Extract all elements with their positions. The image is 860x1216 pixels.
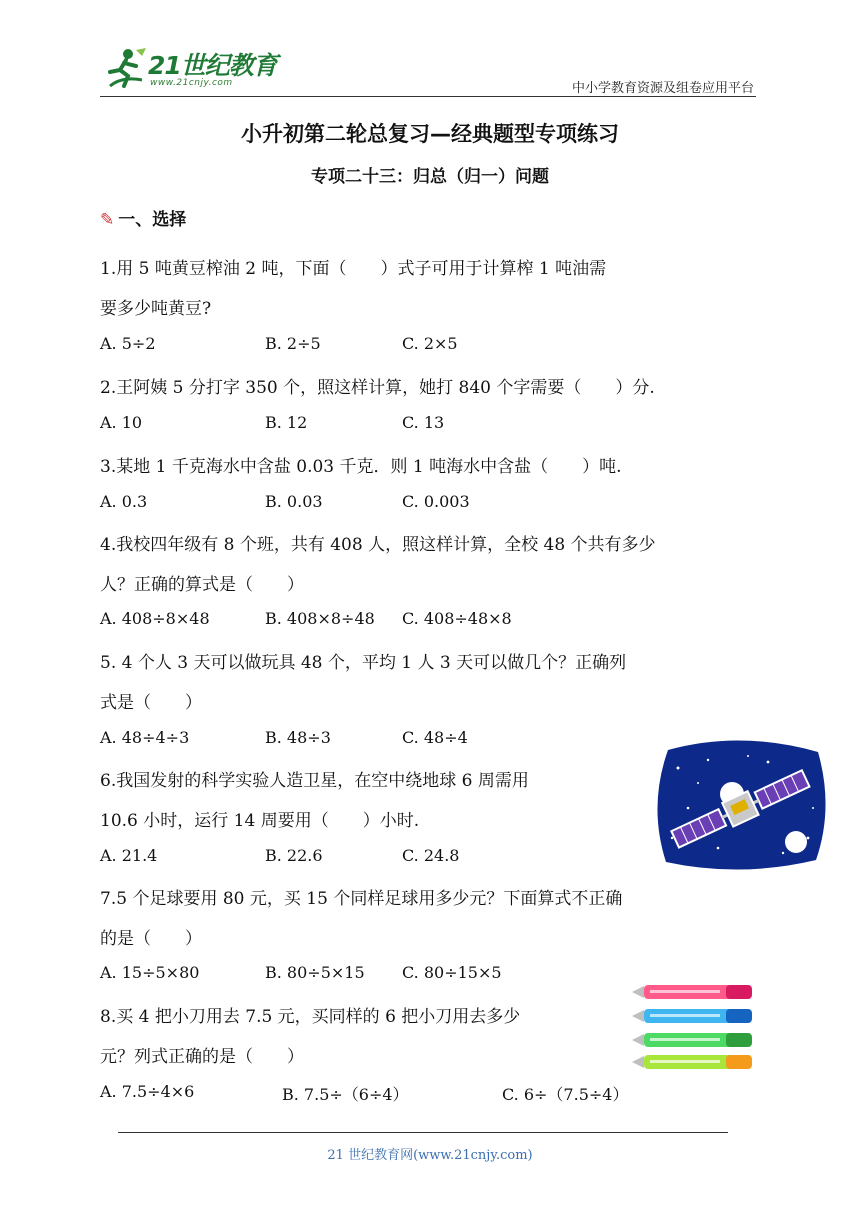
question-1-option-a: A. 5÷2 [100,334,156,353]
question-4-option-a: A. 408÷8×48 [100,609,210,628]
document-title: 小升初第二轮总复习—经典题型专项练习 [241,122,619,146]
question-3-option-b: B. 0.03 [265,492,323,511]
question-8-line-1: 8.买 4 把小刀用去 7.5 元，买同样的 6 把小刀用去多少 [100,1007,521,1027]
logo [102,44,292,94]
question-4-line-2: 人？正确的算式是（ ） [100,575,304,595]
question-1-option-c: C. 2×5 [402,334,458,353]
platform-tagline: 中小学教育资源及组卷应用平台 [571,81,754,96]
question-7-line-2: 的是（ ） [100,929,202,949]
question-6-line-2: 10.6 小时，运行 14 周要用（ ）小时. [100,811,420,831]
question-3-option-a: A. 0.3 [100,492,148,511]
document-subtitle: 专项二十三：归总（归一）问题 [311,167,549,187]
question-8-option-c: C. 6÷（7.5÷4） [502,1085,629,1104]
question-5-option-b: B. 48÷3 [265,728,331,747]
footer-link[interactable]: 21 世纪教育网(www.21cnjy.com) [327,1148,533,1163]
header-divider [100,96,756,97]
question-2-option-c: C. 13 [402,413,445,432]
question-3-line-1: 3.某地 1 千克海水中含盐 0.03 千克．则 1 吨海水中含盐（ ）吨. [100,457,622,477]
utility-knives-illustration [630,982,758,1074]
section-heading [100,205,186,230]
question-4-option-c: C. 408÷48×8 [402,609,512,628]
question-3-option-c: C. 0.003 [402,492,470,511]
question-8-option-a: A. 7.5÷4×6 [100,1082,195,1101]
question-1-line-2: 要多少吨黄豆? [100,299,212,319]
question-4-line-1: 4.我校四年级有 8 个班，共有 408 人，照这样计算，全校 48 个共有多少 [100,535,656,555]
logo-text: 21世纪教育 [148,51,277,80]
pencil-icon: ✎ [100,210,115,230]
question-1-option-b: B. 2÷5 [265,334,321,353]
question-2-option-a: A. 10 [100,413,143,432]
question-8-option-b: B. 7.5÷（6÷4） [282,1085,409,1104]
question-8-line-2: 元？列式正确的是（ ） [100,1047,304,1067]
question-6-option-b: B. 22.6 [265,846,323,865]
question-2-line-1: 2.王阿姨 5 分打字 350 个，照这样计算，她打 840 个字需要（ ）分. [100,378,655,398]
question-6-option-c: C. 24.8 [402,846,460,865]
question-6-line-1: 6.我国发射的科学实验人造卫星，在空中绕地球 6 周需用 [100,771,529,791]
question-6-option-a: A. 21.4 [100,846,158,865]
question-7-option-a: A. 15÷5×80 [100,963,200,982]
question-5-option-a: A. 48÷4÷3 [100,728,190,747]
logo-url: www.21cnjy.com [150,78,233,88]
question-5-line-1: 5. 4 个人 3 天可以做玩具 48 个，平均 1 人 3 天可以做几个？正确列 [100,653,627,673]
footer-divider [118,1132,728,1133]
question-5-line-2: 式是（ ） [100,693,202,713]
question-7-option-c: C. 80÷15×5 [402,963,502,982]
satellite-illustration [648,738,832,874]
question-1-line-1: 1.用 5 吨黄豆榨油 2 吨，下面（ ）式子可用于计算榨 1 吨油需 [100,259,607,279]
runner-logo-icon [102,46,150,90]
question-4-option-b: B. 408×8÷48 [265,609,375,628]
section-heading-text: 一、选择 [118,210,187,230]
question-2-option-b: B. 12 [265,413,308,432]
question-7-option-b: B. 80÷5×15 [265,963,365,982]
question-5-option-c: C. 48÷4 [402,728,468,747]
question-7-line-1: 7.5 个足球要用 80 元，买 15 个同样足球用多少元？下面算式不正确 [100,889,623,909]
